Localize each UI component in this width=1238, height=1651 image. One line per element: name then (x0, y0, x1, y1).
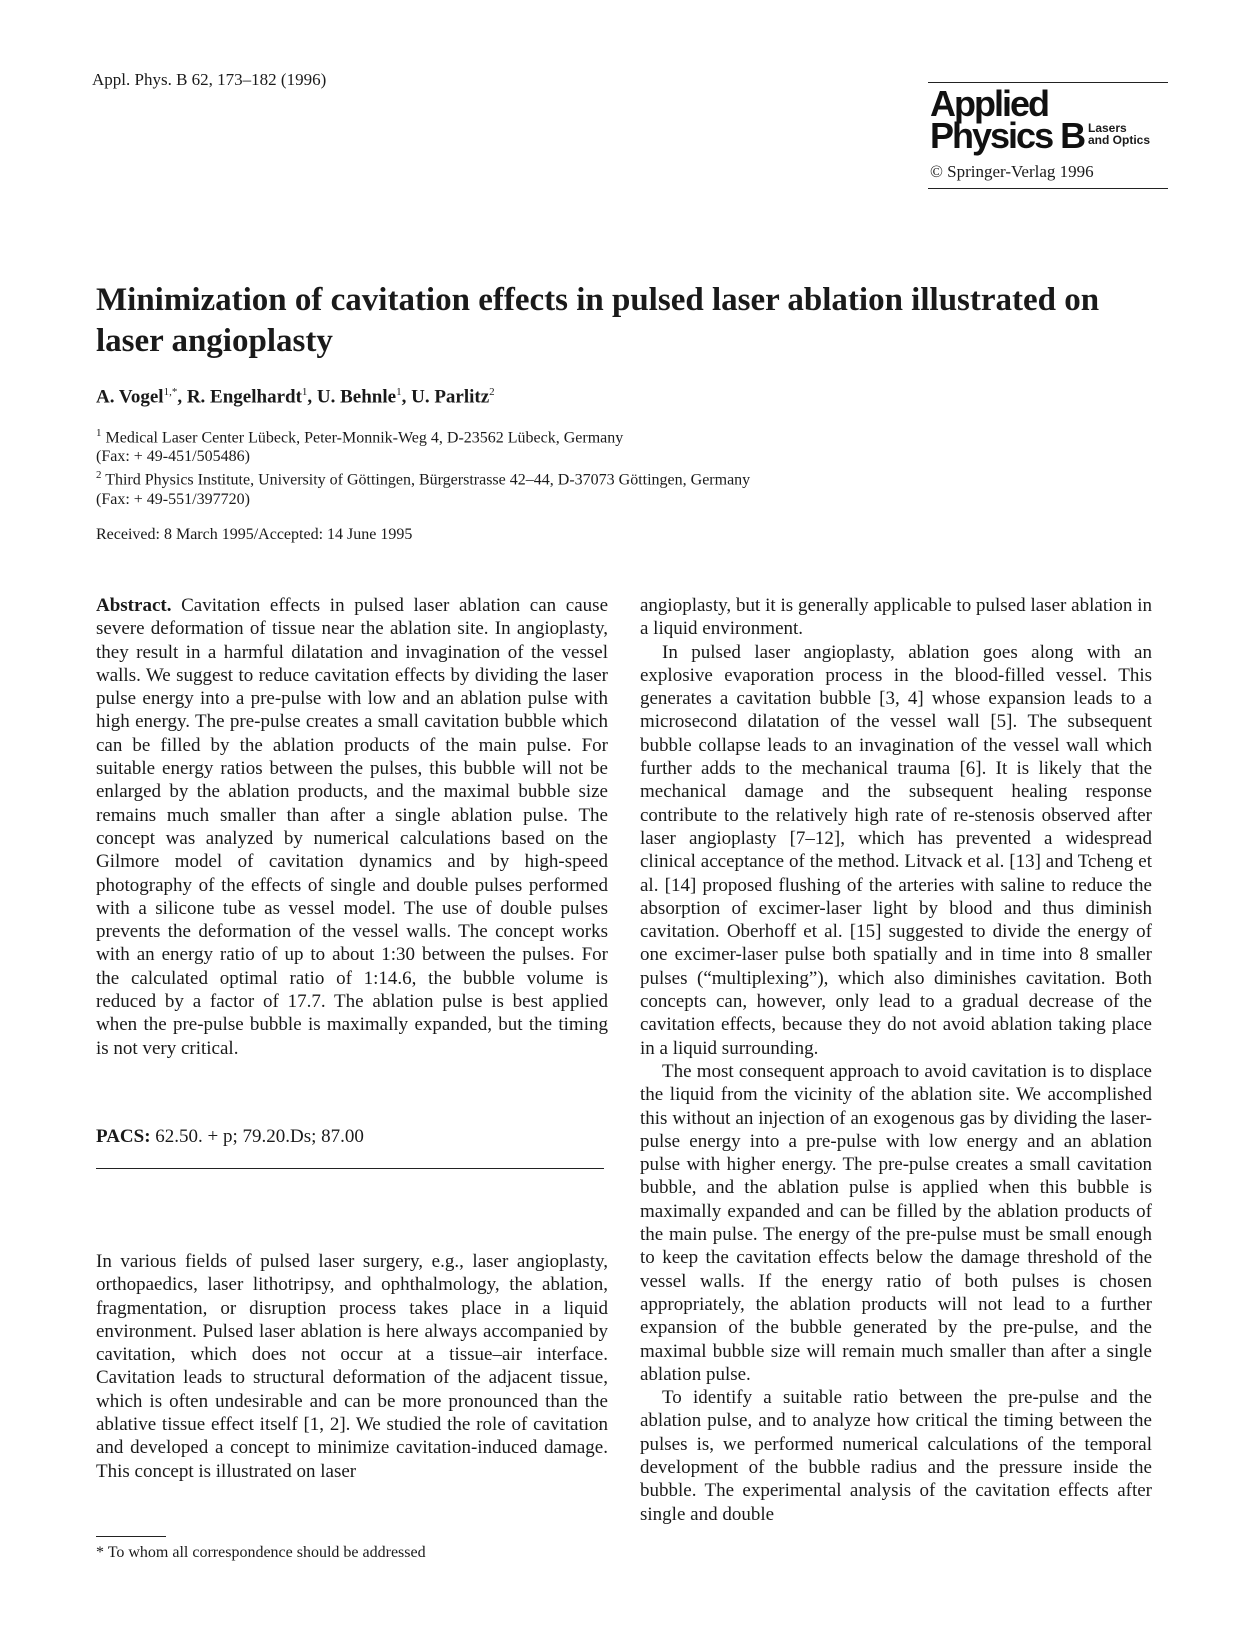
author-affiliation-mark: 2 (489, 386, 495, 398)
subtitle-line-1: Lasers (1088, 121, 1127, 135)
abstract-text: Cavitation effects in pulsed laser ablation can cause severe deformation of tissue near the ablation site. In angioplasty, they result in a harmful dilatation and invagination of the vessel walls. We suggest to reduce cavitation effects by dividing the laser pulse energy into a pre-pulse with low and an ablation pulse with high energy. The pre-pulse creates a small cavitation bubble which can be filled by the ablation products of the main pulse. For suitable energy ratios between the pulses, this bubble will not be enlarged by the ablation products, and the maximal bubble size remains much smaller than after a single ablation pulse. The concept was analyzed by numerical calculations based on the Gilmore model of cavitation dynamics and by high-speed photography of the effects of single and double pulses performed with a silicone tube as vessel model. The use of double pulses prevents the deformation of the vessel walls. The concept works with an energy ratio of up to about 1:30 between the pulses. For the calculated optimal ratio of 1:14.6, the bubble volume is reduced by a factor of 17.7. The ablation pulse is best applied when the pre-pulse bubble is maximally expanded, but the timing is not very critical. (96, 595, 608, 1059)
affiliation-mark: 2 (96, 469, 102, 482)
copyright-notice: © Springer-Verlag 1996 (930, 162, 1094, 181)
intro-left-column (96, 1250, 608, 1483)
received-dates: Received: 8 March 1995/Accepted: 14 June 1995 (96, 526, 413, 543)
body-paragraph: In various fields of pulsed laser surgery, e.g., laser angioplasty, orthopaedics, laser lithotripsy, and ophthalmology, the ablation, fragmentation, or disruption process takes place in a liquid environment. Pulsed laser ablation is here always accompanied by cavitation, which does not occur at a tissue–air interface. Cavitation leads to structural deformation of the adjacent tissue, which is often undesirable and can be more pronounced than the ablative tissue effect itself [1, 2]. We studied the role of cavitation and developed a concept to minimize cavitation-induced damage. This concept is illustrated on laser (96, 1251, 608, 1482)
pacs-codes (96, 1126, 364, 1148)
pacs-label: PACS: (96, 1126, 151, 1147)
affiliation-1-fax: (Fax: + 49-451/505486) (96, 448, 250, 466)
journal-citation: Appl. Phys. B 62, 173–182 (1996) (92, 70, 327, 89)
subtitle-line-2: and Optics (1088, 133, 1151, 147)
pacs-value: 62.50. + p; 79.20.Ds; 87.00 (150, 1126, 364, 1147)
footnote: * To whom all correspondence should be addressed (96, 1544, 426, 1561)
affiliation-1 (96, 424, 750, 447)
affiliation-text: Third Physics Institute, University of Göttingen, Bürgerstrasse 42–44, D-37073 Göttingen, Germany (101, 471, 751, 489)
footnote-divider (96, 1536, 166, 1537)
body-paragraph: angioplasty, but it is generally applicable to pulsed laser ablation in a liquid environment. (640, 595, 1152, 640)
affiliation-text: Medical Laser Center Lübeck, Peter-Monnik-Weg 4, D-23562 Lübeck, Germany (101, 429, 624, 447)
author-affiliation-mark: 1 (301, 386, 308, 398)
article-title: Minimization of cavitation effects in pulsed laser ablation illustrated on laser angioplasty (96, 282, 1100, 359)
journal-subtitle (1088, 122, 1150, 146)
author-separator: , (177, 386, 187, 408)
abstract-block (96, 594, 608, 1060)
affiliation-2-fax: (Fax: + 49-551/397720) (96, 490, 250, 508)
author: A. Vogel (96, 386, 164, 408)
author: U. Behnle (316, 386, 397, 408)
body-paragraph: To identify a suitable ratio between the pre-pulse and the ablation pulse, and to analyze how critical the timing between the pulses is, we performed numerical calculations of the temporal development of the bubble radius and the pressure inside the bubble. The experimental analysis of the cavitation effects after single and double (640, 1387, 1152, 1525)
logo-line-1: Applied (930, 83, 1048, 124)
author: R. Engelhardt (186, 386, 302, 408)
author-separator: , (307, 386, 317, 408)
affiliation-mark: 1 (96, 427, 102, 439)
author-affiliation-mark: 1 (396, 386, 402, 398)
author-separator: , (401, 386, 412, 408)
author-affiliation-mark: 1,* (163, 386, 178, 398)
body-paragraph: The most consequent approach to avoid cavitation is to displace the liquid from the vicinity of the ablation site. We accomplished this without an injection of an exogenous gas by dividing the laser-pulse energy into a pre-pulse with low energy and an ablation pulse with higher energy. The pre-pulse creates a small cavitation bubble, and the ablation pulse is applied when this bubble is maximally expanded and can be filled by the ablation products of the main pulse. The energy of the pre-pulse must be small enough to keep the cavitation effects below the damage threshold of the vessel walls. If the energy ratio of both pulses is chosen appropriately, the ablation products will not lead to a further expansion of the bubble generated by the pre-pulse, and the maximal bubble size will remain much smaller than after a single ablation pulse. (640, 1060, 1152, 1385)
abstract-paragraph (96, 594, 608, 1060)
journal-logo (930, 83, 1085, 156)
body-paragraph: In pulsed laser angioplasty, ablation goes along with an explosive evaporation process in the blood-filled vessel. This generates a cavitation bubble [3, 4] whose expansion leads to a microsecond dilatation of the vessel wall [5]. The subsequent bubble collapse leads to an invagination of the vessel wall which further adds to the mechanical trauma [6]. It is likely that the mechanical damage and the subsequent healing response contribute to the relatively high rate of re-stenosis observed after laser angioplasty [7–12], which has prevented a widespread clinical acceptance of the method. Litvack et al. [13] and Tcheng et al. [14] proposed flushing of the arteries with saline to reduce the absorption of excimer-laser light by blood and thus diminish cavitation. Oberhoff et al. [15] suggested to divide the energy of one excimer-laser pulse both spatially and in time into 8 smaller pulses (“multiplexing”), which also diminishes cavitation. Both concepts can, however, only lead to a gradual decrease of the cavitation effects, because they do not avoid ablation taking place in a liquid surrounding. (640, 641, 1152, 1059)
affiliations (96, 424, 750, 509)
brand-rule-bottom (928, 188, 1168, 189)
author: U. Parlitz (411, 386, 490, 408)
right-column (640, 594, 1152, 1526)
abstract-divider (96, 1168, 604, 1169)
abstract-label: Abstract. (96, 595, 172, 616)
affiliation-2 (96, 466, 750, 489)
author-list (96, 386, 495, 408)
logo-line-2: Physics B (930, 115, 1085, 156)
